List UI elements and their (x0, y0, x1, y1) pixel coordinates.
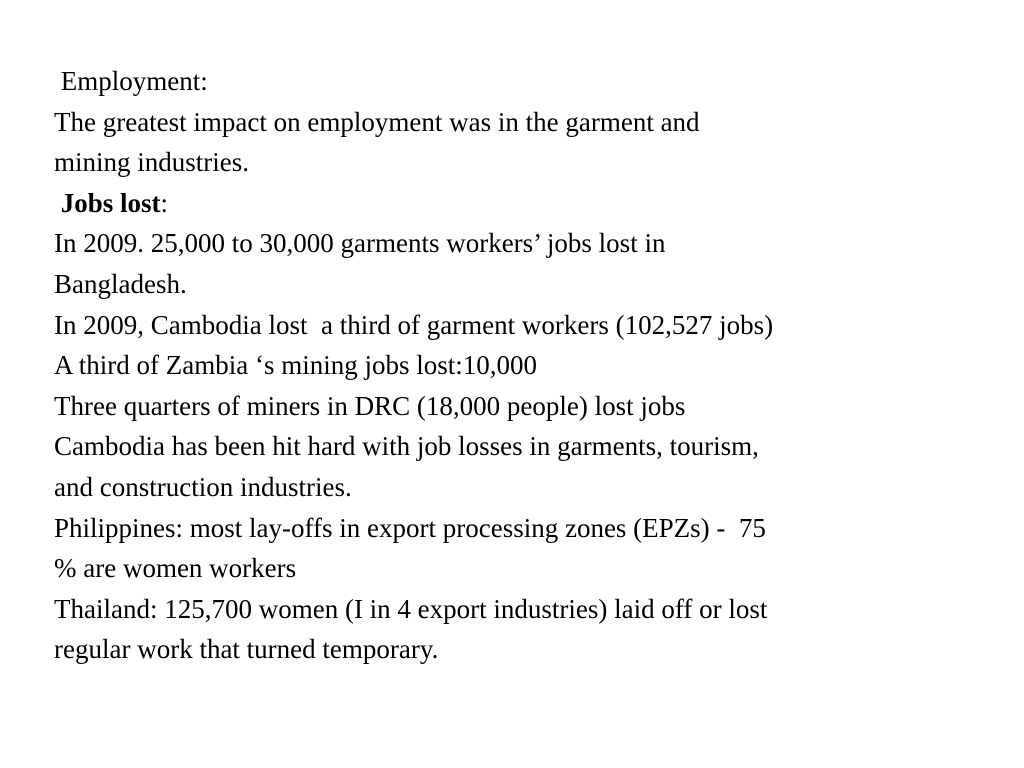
jobs-lost-colon: : (160, 187, 169, 218)
text-line-thailand-1: Thailand: 125,700 women (I in 4 export industries) laid off or lost (54, 593, 768, 624)
text-line-bangladesh-2: Bangladesh. (54, 268, 187, 299)
jobs-lost-heading (54, 183, 984, 224)
text-line-cambodia-garment: In 2009, Cambodia lost a third of garment workers (102,527 jobs) (54, 309, 774, 340)
text-line-philippines-1: Philippines: most lay-offs in export processing zones (EPZs) - 75 (54, 512, 766, 543)
text-line-drc: Three quarters of miners in DRC (18,000 people) lost jobs (54, 390, 686, 421)
jobs-lost-label: Jobs lost (54, 187, 161, 218)
text-line-cambodia-2: and construction industries. (54, 471, 352, 502)
text-line-thailand-2: regular work that turned temporary. (54, 634, 439, 665)
text-line-bangladesh-1: In 2009. 25,000 to 30,000 garments workers’ jobs lost in (54, 228, 666, 259)
text-line-philippines-2: % are women workers (54, 553, 297, 584)
text-line-zambia: A third of Zambia ‘s mining jobs lost:10,000 (54, 350, 537, 381)
intro-line-2: mining industries. (54, 147, 249, 178)
intro-line-1: The greatest impact on employment was in the garment and (54, 106, 700, 137)
slide-heading: Employment: (54, 66, 208, 96)
text-line-cambodia-1: Cambodia has been hit hard with job losses in garments, tourism, (54, 431, 759, 462)
